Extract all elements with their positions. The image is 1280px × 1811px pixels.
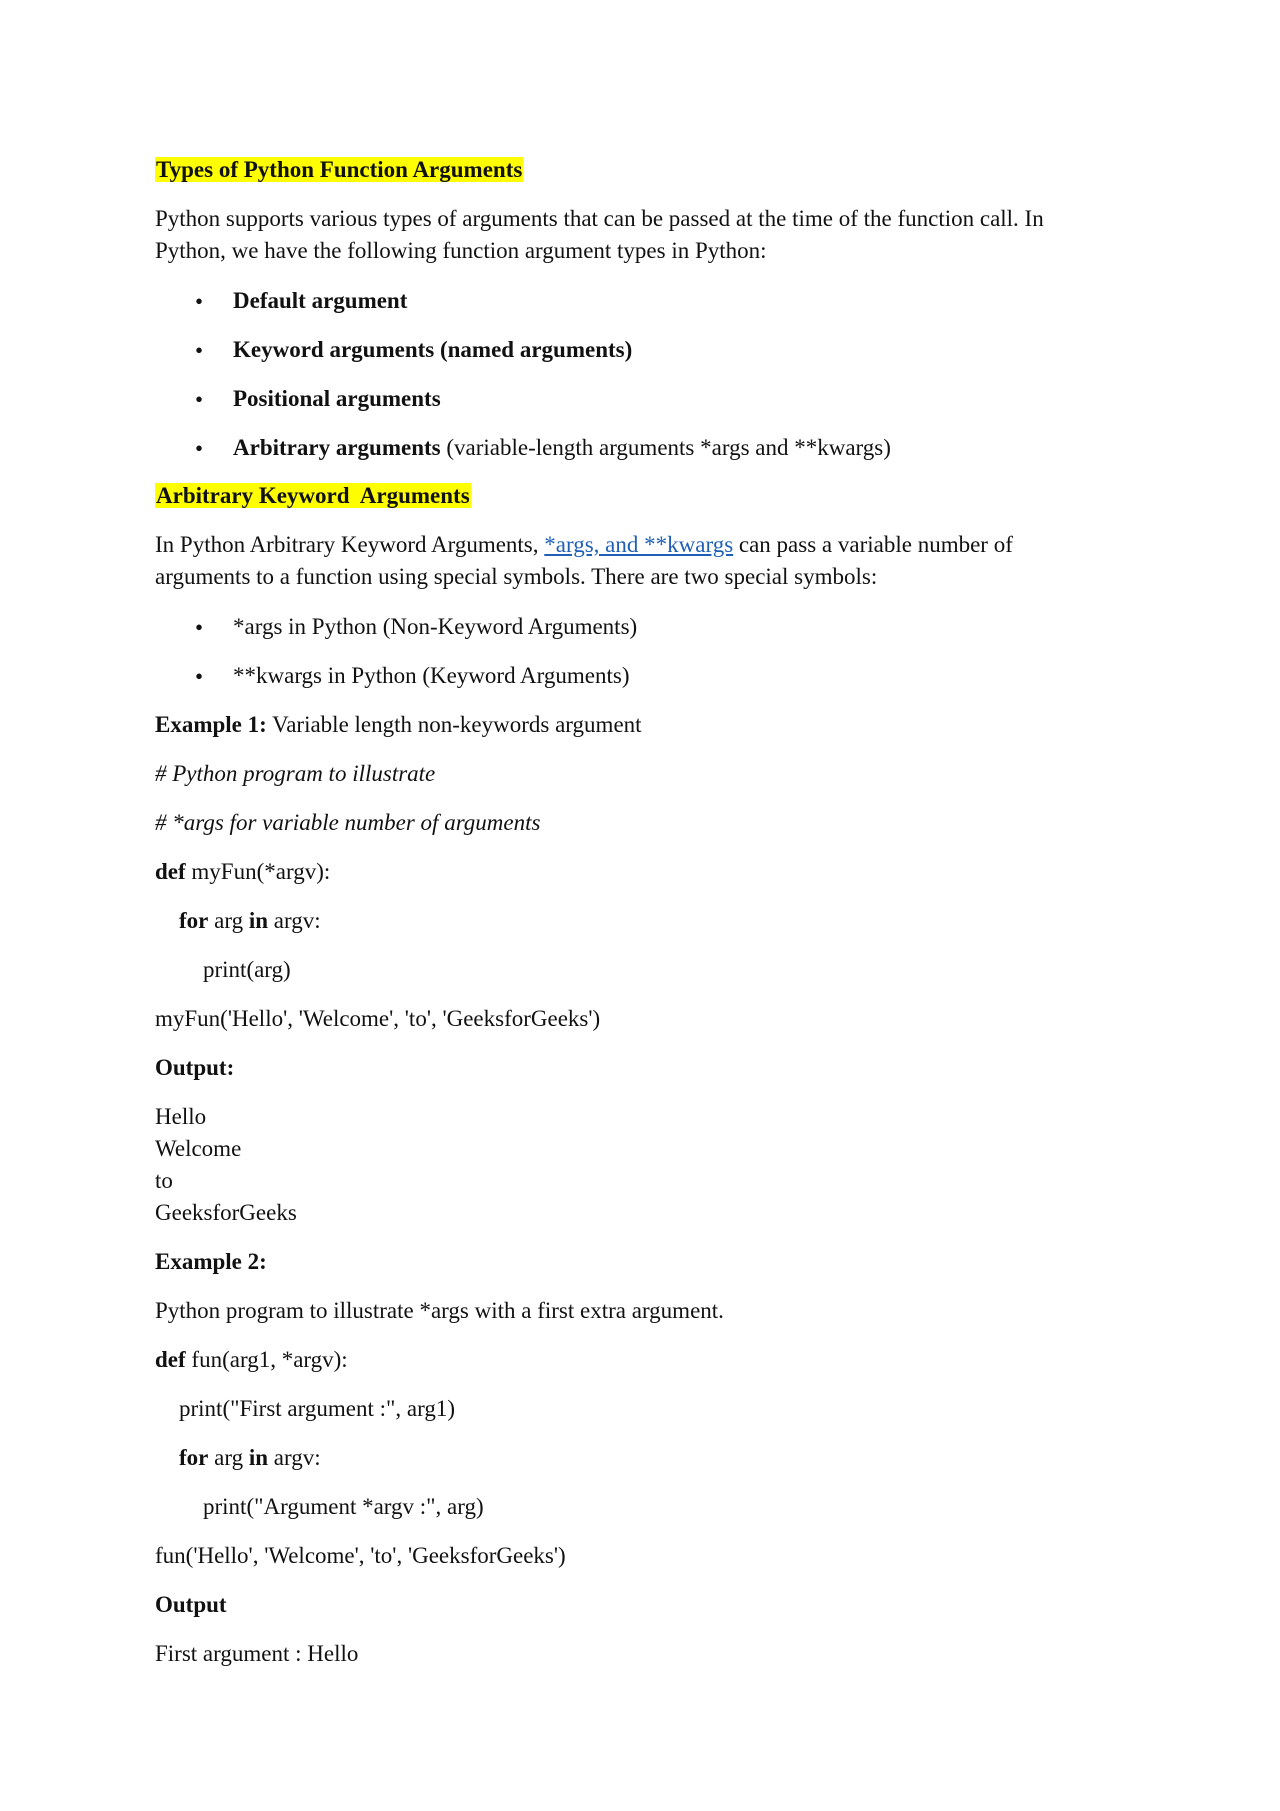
- output-line: Welcome: [155, 1136, 242, 1161]
- highlighted-heading: Arbitrary Keyword Arguments: [156, 483, 470, 508]
- bullet-icon: •: [195, 615, 204, 640]
- code-text: fun(arg1, *argv):: [185, 1347, 348, 1372]
- keyword-in: in: [248, 1445, 269, 1470]
- code-text: arg: [208, 1445, 249, 1470]
- code-print-line: print("Argument *argv :", arg): [203, 1494, 484, 1519]
- output-label: Output: [155, 1592, 227, 1617]
- code-def-line: [155, 1344, 348, 1376]
- example2-heading: Example 2:: [155, 1249, 267, 1274]
- keyword-in: in: [248, 908, 269, 933]
- akw-line-2: arguments to a function using special symbols. There are two special symbols:: [155, 564, 878, 589]
- output-line: GeeksforGeeks: [155, 1200, 297, 1225]
- keyword-def: def: [155, 859, 186, 884]
- code-call-line: myFun('Hello', 'Welcome', 'to', 'GeeksforGeeks'): [155, 1006, 601, 1031]
- code-text: myFun(*argv):: [185, 859, 331, 884]
- output-line: to: [155, 1168, 173, 1193]
- list-item-kwargs: **kwargs in Python (Keyword Arguments): [233, 663, 630, 688]
- code-call-line: fun('Hello', 'Welcome', 'to', 'GeeksforGeeks'): [155, 1543, 566, 1568]
- keyword-def: def: [155, 1347, 186, 1372]
- heading-arbitrary-keyword-arguments: [155, 480, 471, 512]
- highlighted-heading: Types of Python Function Arguments: [156, 157, 523, 182]
- intro-line-2: Python, we have the following function argument types in Python:: [155, 238, 767, 263]
- code-print-line: print("First argument :", arg1): [179, 1396, 455, 1421]
- list-item-args: *args in Python (Non-Keyword Arguments): [233, 614, 638, 639]
- list-item-keyword-arguments: [233, 334, 632, 366]
- list-item-bold: Positional arguments: [233, 386, 441, 411]
- bullet-icon: •: [195, 436, 204, 461]
- list-item-positional-arguments: [233, 383, 441, 415]
- code-for-line: [179, 1442, 321, 1474]
- args-kwargs-link[interactable]: *args, and **kwargs: [544, 532, 734, 557]
- bullet-icon: •: [195, 664, 204, 689]
- keyword-for: for: [179, 908, 209, 933]
- example1-heading: [155, 709, 642, 741]
- code-print-line: print(arg): [203, 957, 291, 982]
- code-comment-1: # Python program to illustrate: [155, 761, 436, 786]
- akw-text: can pass a variable number of: [733, 532, 1013, 557]
- bullet-icon: •: [195, 289, 204, 314]
- code-for-line: [179, 905, 321, 937]
- example2-desc: Python program to illustrate *args with a first extra argument.: [155, 1298, 724, 1323]
- akw-text: In Python Arbitrary Keyword Arguments,: [155, 532, 545, 557]
- akw-line-1: [155, 529, 1013, 561]
- list-item-bold: Arbitrary arguments: [233, 435, 441, 460]
- example-desc: Variable length non-keywords argument: [266, 712, 642, 737]
- list-item-bold: Keyword arguments (named arguments): [233, 337, 633, 362]
- code-def-line: [155, 856, 330, 888]
- output-line: First argument : Hello: [155, 1641, 359, 1666]
- list-item-default-argument: [233, 285, 407, 317]
- bullet-icon: •: [195, 387, 204, 412]
- list-item-bold: Default argument: [233, 288, 408, 313]
- code-text: arg: [208, 908, 249, 933]
- keyword-for: for: [179, 1445, 209, 1470]
- code-comment-2: # *args for variable number of arguments: [155, 810, 541, 835]
- output-label: Output:: [155, 1055, 235, 1080]
- code-text: argv:: [268, 908, 321, 933]
- heading-types-of-arguments: [155, 154, 523, 186]
- output-line: Hello: [155, 1104, 207, 1129]
- list-item-rest: (variable-length arguments *args and **kwargs): [440, 435, 891, 460]
- intro-line-1: Python supports various types of arguments that can be passed at the time of the function call. In: [155, 206, 1044, 231]
- bullet-icon: •: [195, 338, 204, 363]
- list-item-arbitrary-arguments: [233, 432, 891, 464]
- example-label: Example 1:: [155, 712, 267, 737]
- code-text: argv:: [268, 1445, 321, 1470]
